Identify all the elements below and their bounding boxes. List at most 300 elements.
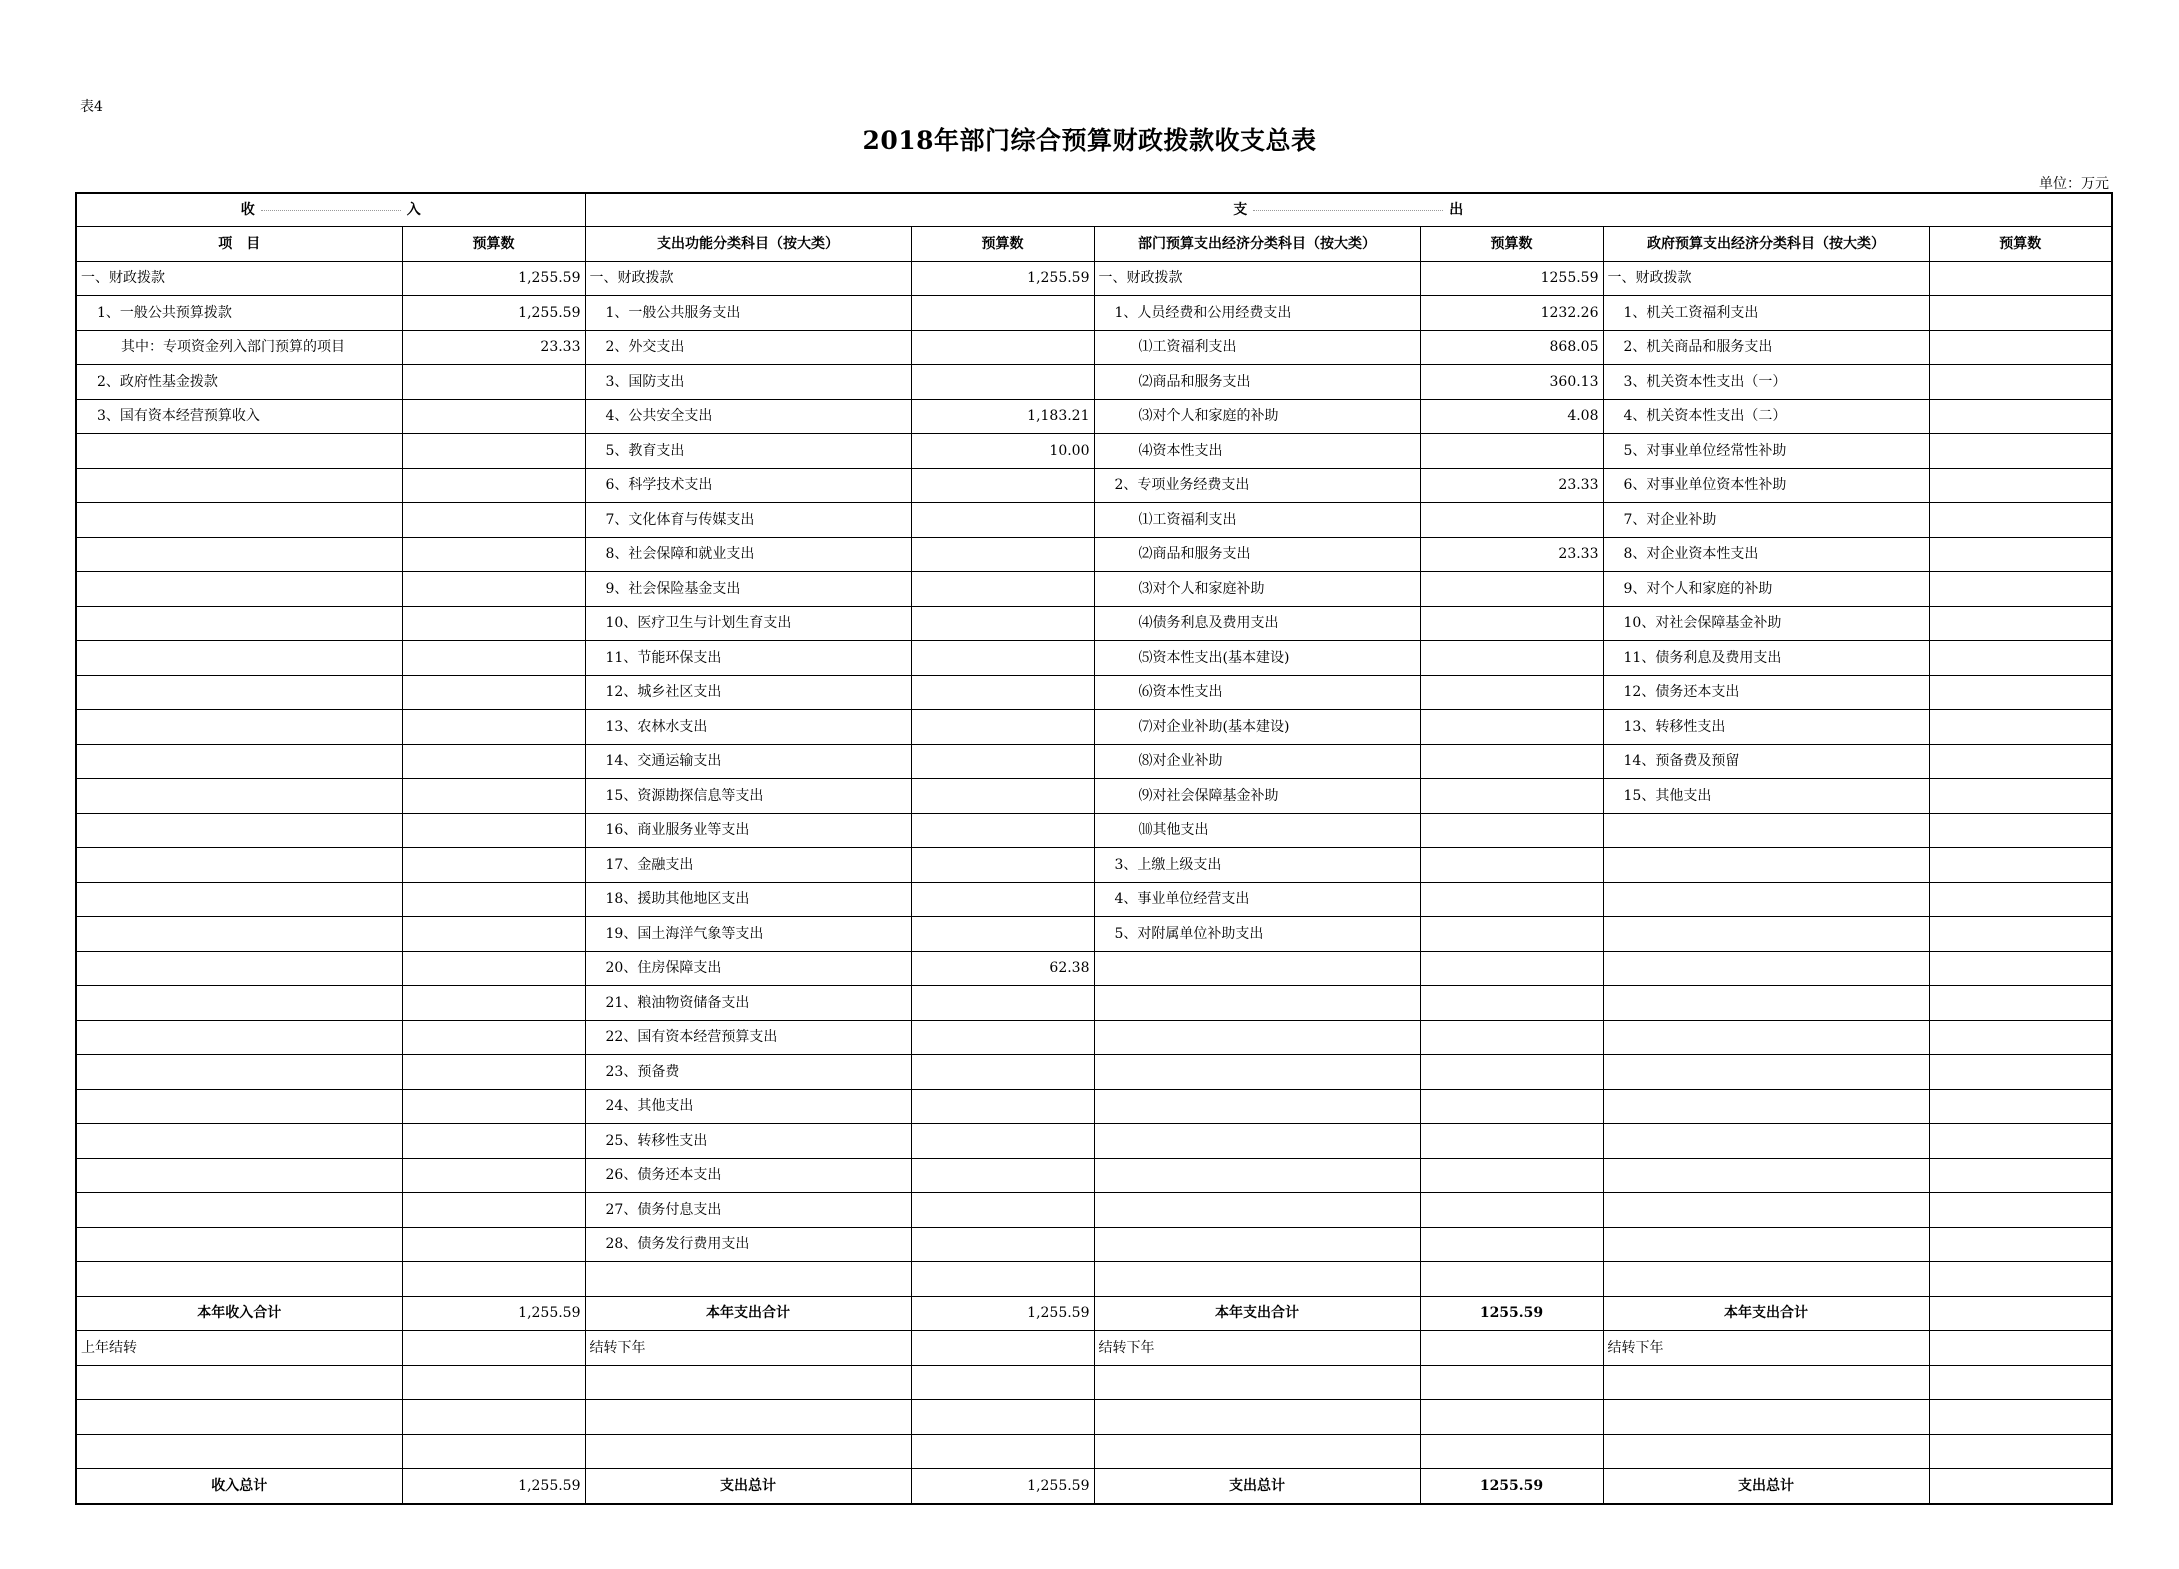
cell-func-amount xyxy=(911,848,1094,883)
cell-dept-item: ⑴工资福利支出 xyxy=(1094,330,1420,365)
cell-income-amount xyxy=(402,1158,585,1193)
table-row xyxy=(76,744,2112,779)
blank-cell xyxy=(1929,1400,2112,1435)
cell-gov-amount xyxy=(1929,1193,2112,1228)
blank-cell xyxy=(402,1365,585,1400)
cell-income-item: 一、财政拨款 xyxy=(76,261,402,296)
carryover-row-dept-amount xyxy=(1420,1331,1603,1366)
annual-total-row-dept-amount: 1255.59 xyxy=(1420,1296,1603,1331)
cell-func-amount xyxy=(911,296,1094,331)
cell-income-item: 其中：专项资金列入部门预算的项目 xyxy=(76,330,402,365)
cell-gov-amount xyxy=(1929,882,2112,917)
cell-gov-amount xyxy=(1929,330,2112,365)
cell-dept-amount xyxy=(1420,813,1603,848)
cell-income-amount xyxy=(402,1055,585,1090)
cell-dept-amount xyxy=(1420,1158,1603,1193)
carryover-row-func-item: 结转下年 xyxy=(585,1331,911,1366)
budget-summary-table xyxy=(75,192,2113,1505)
cell-dept-item: ⑽其他支出 xyxy=(1094,813,1420,848)
cell-income-item xyxy=(76,986,402,1021)
cell-gov-item: 4、机关资本性支出（二） xyxy=(1603,399,1929,434)
cell-func-amount xyxy=(911,503,1094,538)
cell-income-item xyxy=(76,951,402,986)
cell-dept-item: ⑶对个人和家庭的补助 xyxy=(1094,399,1420,434)
cell-func-amount xyxy=(911,1020,1094,1055)
blank-cell xyxy=(1603,1434,1929,1469)
col-dept-item: 部门预算支出经济分类科目（按大类） xyxy=(1094,227,1420,262)
cell-income-item: 3、国有资本经营预算收入 xyxy=(76,399,402,434)
cell-func-item: 4、公共安全支出 xyxy=(585,399,911,434)
cell-income-amount xyxy=(402,779,585,814)
cell-dept-amount xyxy=(1420,710,1603,745)
cell-dept-amount xyxy=(1420,917,1603,952)
cell-income-amount xyxy=(402,848,585,883)
blank-cell xyxy=(1094,1400,1420,1435)
cell-dept-amount: 23.33 xyxy=(1420,537,1603,572)
cell-gov-item: 1、机关工资福利支出 xyxy=(1603,296,1929,331)
cell-income-amount xyxy=(402,572,585,607)
cell-income-item xyxy=(76,572,402,607)
cell-income-item xyxy=(76,848,402,883)
cell-income-item xyxy=(76,882,402,917)
cell-dept-amount xyxy=(1420,1020,1603,1055)
table-row xyxy=(76,606,2112,641)
cell-func-item: 23、预备费 xyxy=(585,1055,911,1090)
cell-dept-amount xyxy=(1420,1124,1603,1159)
cell-func-amount xyxy=(911,641,1094,676)
cell-dept-amount: 23.33 xyxy=(1420,468,1603,503)
cell-gov-amount xyxy=(1929,917,2112,952)
cell-func-item: 13、农林水支出 xyxy=(585,710,911,745)
expense-section-header xyxy=(585,193,2112,227)
cell-income-amount xyxy=(402,399,585,434)
cell-income-item xyxy=(76,675,402,710)
cell-dept-amount xyxy=(1420,986,1603,1021)
cell-income-amount xyxy=(402,434,585,469)
blank-cell xyxy=(1420,1400,1603,1435)
table-row xyxy=(76,1158,2112,1193)
cell-dept-amount: 868.05 xyxy=(1420,330,1603,365)
table-row xyxy=(76,537,2112,572)
cell-func-item: 28、债务发行费用支出 xyxy=(585,1227,911,1262)
cell-func-item: 21、粮油物资储备支出 xyxy=(585,986,911,1021)
grand-total-row-gov-item: 支出总计 xyxy=(1603,1469,1929,1504)
cell-func-item: 22、国有资本经营预算支出 xyxy=(585,1020,911,1055)
cell-gov-item xyxy=(1603,882,1929,917)
expense-section-dots xyxy=(1253,210,1443,211)
cell-gov-amount xyxy=(1929,606,2112,641)
cell-income-item xyxy=(76,434,402,469)
cell-func-item xyxy=(585,1262,911,1297)
cell-income-amount xyxy=(402,1262,585,1297)
grand-total-row xyxy=(76,1469,2112,1504)
cell-gov-amount xyxy=(1929,1089,2112,1124)
cell-gov-item xyxy=(1603,1089,1929,1124)
cell-dept-item xyxy=(1094,1089,1420,1124)
cell-func-amount xyxy=(911,1193,1094,1228)
cell-func-item: 一、财政拨款 xyxy=(585,261,911,296)
annual-total-row-gov-item: 本年支出合计 xyxy=(1603,1296,1929,1331)
col-dept-amount: 预算数 xyxy=(1420,227,1603,262)
cell-func-amount xyxy=(911,1262,1094,1297)
cell-gov-item xyxy=(1603,813,1929,848)
blank-cell xyxy=(76,1365,402,1400)
cell-func-item: 8、社会保障和就业支出 xyxy=(585,537,911,572)
cell-func-item: 26、债务还本支出 xyxy=(585,1158,911,1193)
cell-dept-amount: 1255.59 xyxy=(1420,261,1603,296)
cell-dept-amount xyxy=(1420,606,1603,641)
cell-income-amount xyxy=(402,986,585,1021)
col-func-item: 支出功能分类科目（按大类） xyxy=(585,227,911,262)
cell-income-item xyxy=(76,917,402,952)
carryover-row xyxy=(76,1331,2112,1366)
cell-func-amount xyxy=(911,882,1094,917)
table-row xyxy=(76,1227,2112,1262)
carryover-row-income-amount xyxy=(402,1331,585,1366)
col-income-item: 项 目 xyxy=(76,227,402,262)
blank-cell xyxy=(402,1434,585,1469)
blank-cell xyxy=(911,1365,1094,1400)
cell-gov-item: 5、对事业单位经常性补助 xyxy=(1603,434,1929,469)
cell-func-amount xyxy=(911,572,1094,607)
cell-income-amount xyxy=(402,537,585,572)
cell-income-item xyxy=(76,1262,402,1297)
cell-income-item xyxy=(76,1124,402,1159)
cell-func-item: 25、转移性支出 xyxy=(585,1124,911,1159)
cell-func-amount: 1,183.21 xyxy=(911,399,1094,434)
cell-func-amount xyxy=(911,1227,1094,1262)
table-number-label: 表4 xyxy=(80,99,103,115)
cell-gov-item xyxy=(1603,986,1929,1021)
cell-gov-amount xyxy=(1929,468,2112,503)
cell-gov-item: 3、机关资本性支出（一） xyxy=(1603,365,1929,400)
cell-gov-item xyxy=(1603,1227,1929,1262)
cell-func-amount xyxy=(911,917,1094,952)
cell-func-amount xyxy=(911,537,1094,572)
column-header-row xyxy=(76,227,2112,262)
cell-gov-amount xyxy=(1929,296,2112,331)
cell-dept-item: ⑺对企业补助(基本建设) xyxy=(1094,710,1420,745)
cell-dept-item xyxy=(1094,1262,1420,1297)
cell-gov-amount xyxy=(1929,261,2112,296)
cell-income-amount xyxy=(402,1020,585,1055)
cell-gov-item: 10、对社会保障基金补助 xyxy=(1603,606,1929,641)
cell-gov-amount xyxy=(1929,1158,2112,1193)
cell-gov-amount xyxy=(1929,641,2112,676)
table-row xyxy=(76,365,2112,400)
table-row xyxy=(76,468,2112,503)
cell-dept-amount: 1232.26 xyxy=(1420,296,1603,331)
blank-cell xyxy=(1094,1434,1420,1469)
table-body xyxy=(76,261,2112,1296)
carryover-row-gov-item: 结转下年 xyxy=(1603,1331,1929,1366)
cell-func-item: 1、一般公共服务支出 xyxy=(585,296,911,331)
cell-gov-item xyxy=(1603,1262,1929,1297)
cell-income-item: 2、政府性基金拨款 xyxy=(76,365,402,400)
cell-dept-item: 3、上缴上级支出 xyxy=(1094,848,1420,883)
income-section-dots xyxy=(261,210,401,211)
cell-func-item: 3、国防支出 xyxy=(585,365,911,400)
cell-gov-item: 一、财政拨款 xyxy=(1603,261,1929,296)
cell-gov-amount xyxy=(1929,744,2112,779)
cell-gov-amount xyxy=(1929,951,2112,986)
cell-gov-amount xyxy=(1929,986,2112,1021)
cell-dept-item: ⑼对社会保障基金补助 xyxy=(1094,779,1420,814)
cell-gov-amount xyxy=(1929,813,2112,848)
table-row xyxy=(76,399,2112,434)
annual-total-row-func-amount: 1,255.59 xyxy=(911,1296,1094,1331)
cell-dept-amount xyxy=(1420,572,1603,607)
cell-func-amount xyxy=(911,606,1094,641)
grand-total-row-gov-amount xyxy=(1929,1469,2112,1504)
cell-gov-amount xyxy=(1929,399,2112,434)
cell-func-item: 24、其他支出 xyxy=(585,1089,911,1124)
cell-income-amount xyxy=(402,641,585,676)
blank-cell xyxy=(1603,1365,1929,1400)
cell-income-item xyxy=(76,641,402,676)
cell-func-amount xyxy=(911,744,1094,779)
cell-gov-item xyxy=(1603,1193,1929,1228)
section-header-row xyxy=(76,193,2112,227)
cell-func-item: 12、城乡社区支出 xyxy=(585,675,911,710)
blank-cell xyxy=(585,1400,911,1435)
cell-func-item: 6、科学技术支出 xyxy=(585,468,911,503)
cell-gov-amount xyxy=(1929,1262,2112,1297)
table-row xyxy=(76,261,2112,296)
cell-income-item xyxy=(76,606,402,641)
cell-income-amount xyxy=(402,675,585,710)
income-section-char-1: 收 xyxy=(240,202,255,218)
cell-func-amount xyxy=(911,710,1094,745)
cell-dept-amount xyxy=(1420,744,1603,779)
grand-total-row-dept-item: 支出总计 xyxy=(1094,1469,1420,1504)
table-row xyxy=(76,1020,2112,1055)
cell-dept-item: ⑵商品和服务支出 xyxy=(1094,537,1420,572)
cell-dept-item xyxy=(1094,951,1420,986)
cell-income-item xyxy=(76,779,402,814)
grand-total-row-dept-amount: 1255.59 xyxy=(1420,1469,1603,1504)
cell-dept-item xyxy=(1094,986,1420,1021)
grand-total-row-income-item: 收入总计 xyxy=(76,1469,402,1504)
cell-income-amount xyxy=(402,606,585,641)
cell-income-item xyxy=(76,813,402,848)
blank-cell xyxy=(911,1434,1094,1469)
carryover-row-income-item: 上年结转 xyxy=(76,1331,402,1366)
cell-income-amount xyxy=(402,1124,585,1159)
col-func-amount: 预算数 xyxy=(911,227,1094,262)
cell-gov-amount xyxy=(1929,675,2112,710)
cell-dept-amount xyxy=(1420,641,1603,676)
cell-income-item xyxy=(76,468,402,503)
cell-func-amount: 62.38 xyxy=(911,951,1094,986)
table-row xyxy=(76,1124,2112,1159)
table-row xyxy=(76,296,2112,331)
cell-gov-item: 13、转移性支出 xyxy=(1603,710,1929,745)
table-row xyxy=(76,779,2112,814)
cell-gov-amount xyxy=(1929,1020,2112,1055)
cell-dept-item: 5、对附属单位补助支出 xyxy=(1094,917,1420,952)
cell-income-amount xyxy=(402,917,585,952)
cell-dept-amount: 4.08 xyxy=(1420,399,1603,434)
cell-gov-item xyxy=(1603,1158,1929,1193)
table-row xyxy=(76,434,2112,469)
cell-income-item xyxy=(76,537,402,572)
cell-dept-amount xyxy=(1420,848,1603,883)
cell-gov-item: 8、对企业资本性支出 xyxy=(1603,537,1929,572)
cell-income-item: 1、一般公共预算拨款 xyxy=(76,296,402,331)
cell-func-amount xyxy=(911,330,1094,365)
cell-dept-item xyxy=(1094,1193,1420,1228)
table-row xyxy=(76,1193,2112,1228)
table-row xyxy=(76,710,2112,745)
cell-dept-amount xyxy=(1420,434,1603,469)
cell-income-item xyxy=(76,1158,402,1193)
cell-dept-amount xyxy=(1420,1227,1603,1262)
cell-func-amount xyxy=(911,813,1094,848)
cell-func-amount xyxy=(911,1055,1094,1090)
cell-income-item xyxy=(76,1089,402,1124)
blank-cell xyxy=(585,1365,911,1400)
cell-gov-item: 14、预备费及预留 xyxy=(1603,744,1929,779)
cell-func-amount: 1,255.59 xyxy=(911,261,1094,296)
table-row xyxy=(76,641,2112,676)
cell-gov-item: 11、债务利息及费用支出 xyxy=(1603,641,1929,676)
cell-income-amount xyxy=(402,1089,585,1124)
cell-func-amount xyxy=(911,675,1094,710)
table-row xyxy=(76,1055,2112,1090)
carryover-row-dept-item: 结转下年 xyxy=(1094,1331,1420,1366)
cell-income-amount: 1,255.59 xyxy=(402,261,585,296)
cell-gov-amount xyxy=(1929,1124,2112,1159)
cell-gov-amount xyxy=(1929,848,2112,883)
cell-func-item: 14、交通运输支出 xyxy=(585,744,911,779)
cell-income-amount xyxy=(402,503,585,538)
cell-income-item xyxy=(76,503,402,538)
expense-section-char-2: 出 xyxy=(1449,202,1464,218)
table-footer xyxy=(76,1296,2112,1504)
cell-gov-amount xyxy=(1929,537,2112,572)
cell-income-item xyxy=(76,710,402,745)
grand-total-row-income-amount: 1,255.59 xyxy=(402,1469,585,1504)
cell-dept-item: ⑹资本性支出 xyxy=(1094,675,1420,710)
cell-income-amount xyxy=(402,951,585,986)
cell-dept-item: 4、事业单位经营支出 xyxy=(1094,882,1420,917)
cell-income-item xyxy=(76,1020,402,1055)
cell-func-item: 5、教育支出 xyxy=(585,434,911,469)
cell-gov-item xyxy=(1603,917,1929,952)
cell-gov-item xyxy=(1603,848,1929,883)
cell-dept-item: ⑻对企业补助 xyxy=(1094,744,1420,779)
blank-cell xyxy=(585,1434,911,1469)
cell-gov-item: 12、债务还本支出 xyxy=(1603,675,1929,710)
cell-dept-item: 2、专项业务经费支出 xyxy=(1094,468,1420,503)
annual-total-row-dept-item: 本年支出合计 xyxy=(1094,1296,1420,1331)
cell-income-amount xyxy=(402,813,585,848)
cell-func-amount xyxy=(911,1158,1094,1193)
cell-gov-item xyxy=(1603,1020,1929,1055)
cell-income-amount xyxy=(402,744,585,779)
table-row xyxy=(76,675,2112,710)
cell-gov-amount xyxy=(1929,572,2112,607)
annual-total-row-income-item: 本年收入合计 xyxy=(76,1296,402,1331)
unit-label: 单位：万元 xyxy=(2039,176,2109,192)
blank-cell xyxy=(76,1434,402,1469)
table-row xyxy=(76,813,2112,848)
cell-gov-item xyxy=(1603,951,1929,986)
cell-dept-item xyxy=(1094,1124,1420,1159)
cell-gov-item xyxy=(1603,1055,1929,1090)
blank-cell xyxy=(1929,1365,2112,1400)
cell-func-item: 9、社会保险基金支出 xyxy=(585,572,911,607)
col-gov-amount: 预算数 xyxy=(1929,227,2112,262)
cell-dept-amount xyxy=(1420,1089,1603,1124)
cell-dept-item: ⑶对个人和家庭补助 xyxy=(1094,572,1420,607)
cell-func-amount xyxy=(911,986,1094,1021)
blank-cell xyxy=(911,1400,1094,1435)
cell-income-amount xyxy=(402,1227,585,1262)
cell-func-item: 16、商业服务业等支出 xyxy=(585,813,911,848)
cell-dept-item xyxy=(1094,1227,1420,1262)
blank-cell xyxy=(1094,1365,1420,1400)
cell-dept-item: ⑵商品和服务支出 xyxy=(1094,365,1420,400)
cell-income-amount xyxy=(402,710,585,745)
cell-dept-item xyxy=(1094,1055,1420,1090)
cell-gov-amount xyxy=(1929,779,2112,814)
blank-cell xyxy=(76,1400,402,1435)
income-section-header xyxy=(76,193,585,227)
table-row xyxy=(76,503,2112,538)
carryover-row-gov-amount xyxy=(1929,1331,2112,1366)
table-row xyxy=(76,951,2112,986)
annual-total-row xyxy=(76,1296,2112,1331)
table-row xyxy=(76,330,2112,365)
blank-row xyxy=(76,1400,2112,1435)
cell-dept-amount xyxy=(1420,675,1603,710)
cell-dept-amount xyxy=(1420,1262,1603,1297)
cell-income-item xyxy=(76,1193,402,1228)
cell-func-item: 2、外交支出 xyxy=(585,330,911,365)
cell-gov-item: 7、对企业补助 xyxy=(1603,503,1929,538)
cell-func-amount xyxy=(911,1089,1094,1124)
grand-total-row-func-amount: 1,255.59 xyxy=(911,1469,1094,1504)
cell-dept-amount: 360.13 xyxy=(1420,365,1603,400)
blank-cell xyxy=(1929,1434,2112,1469)
cell-dept-amount xyxy=(1420,882,1603,917)
cell-income-amount xyxy=(402,1193,585,1228)
table-row xyxy=(76,986,2112,1021)
cell-income-amount xyxy=(402,365,585,400)
blank-row xyxy=(76,1434,2112,1469)
col-income-amount: 预算数 xyxy=(402,227,585,262)
table-row xyxy=(76,917,2112,952)
cell-gov-amount xyxy=(1929,1055,2112,1090)
cell-gov-item: 9、对个人和家庭的补助 xyxy=(1603,572,1929,607)
cell-gov-amount xyxy=(1929,503,2112,538)
table-row xyxy=(76,848,2112,883)
table-row xyxy=(76,572,2112,607)
document-title: 2018年部门综合预算财政拨款收支总表 xyxy=(862,126,1317,155)
cell-func-amount xyxy=(911,1124,1094,1159)
cell-gov-item: 6、对事业单位资本性补助 xyxy=(1603,468,1929,503)
blank-row xyxy=(76,1365,2112,1400)
cell-func-amount: 10.00 xyxy=(911,434,1094,469)
cell-income-amount: 23.33 xyxy=(402,330,585,365)
expense-section-char-1: 支 xyxy=(1233,202,1248,218)
blank-cell xyxy=(1420,1365,1603,1400)
cell-gov-item xyxy=(1603,1124,1929,1159)
col-gov-item: 政府预算支出经济分类科目（按大类） xyxy=(1603,227,1929,262)
cell-dept-item xyxy=(1094,1020,1420,1055)
